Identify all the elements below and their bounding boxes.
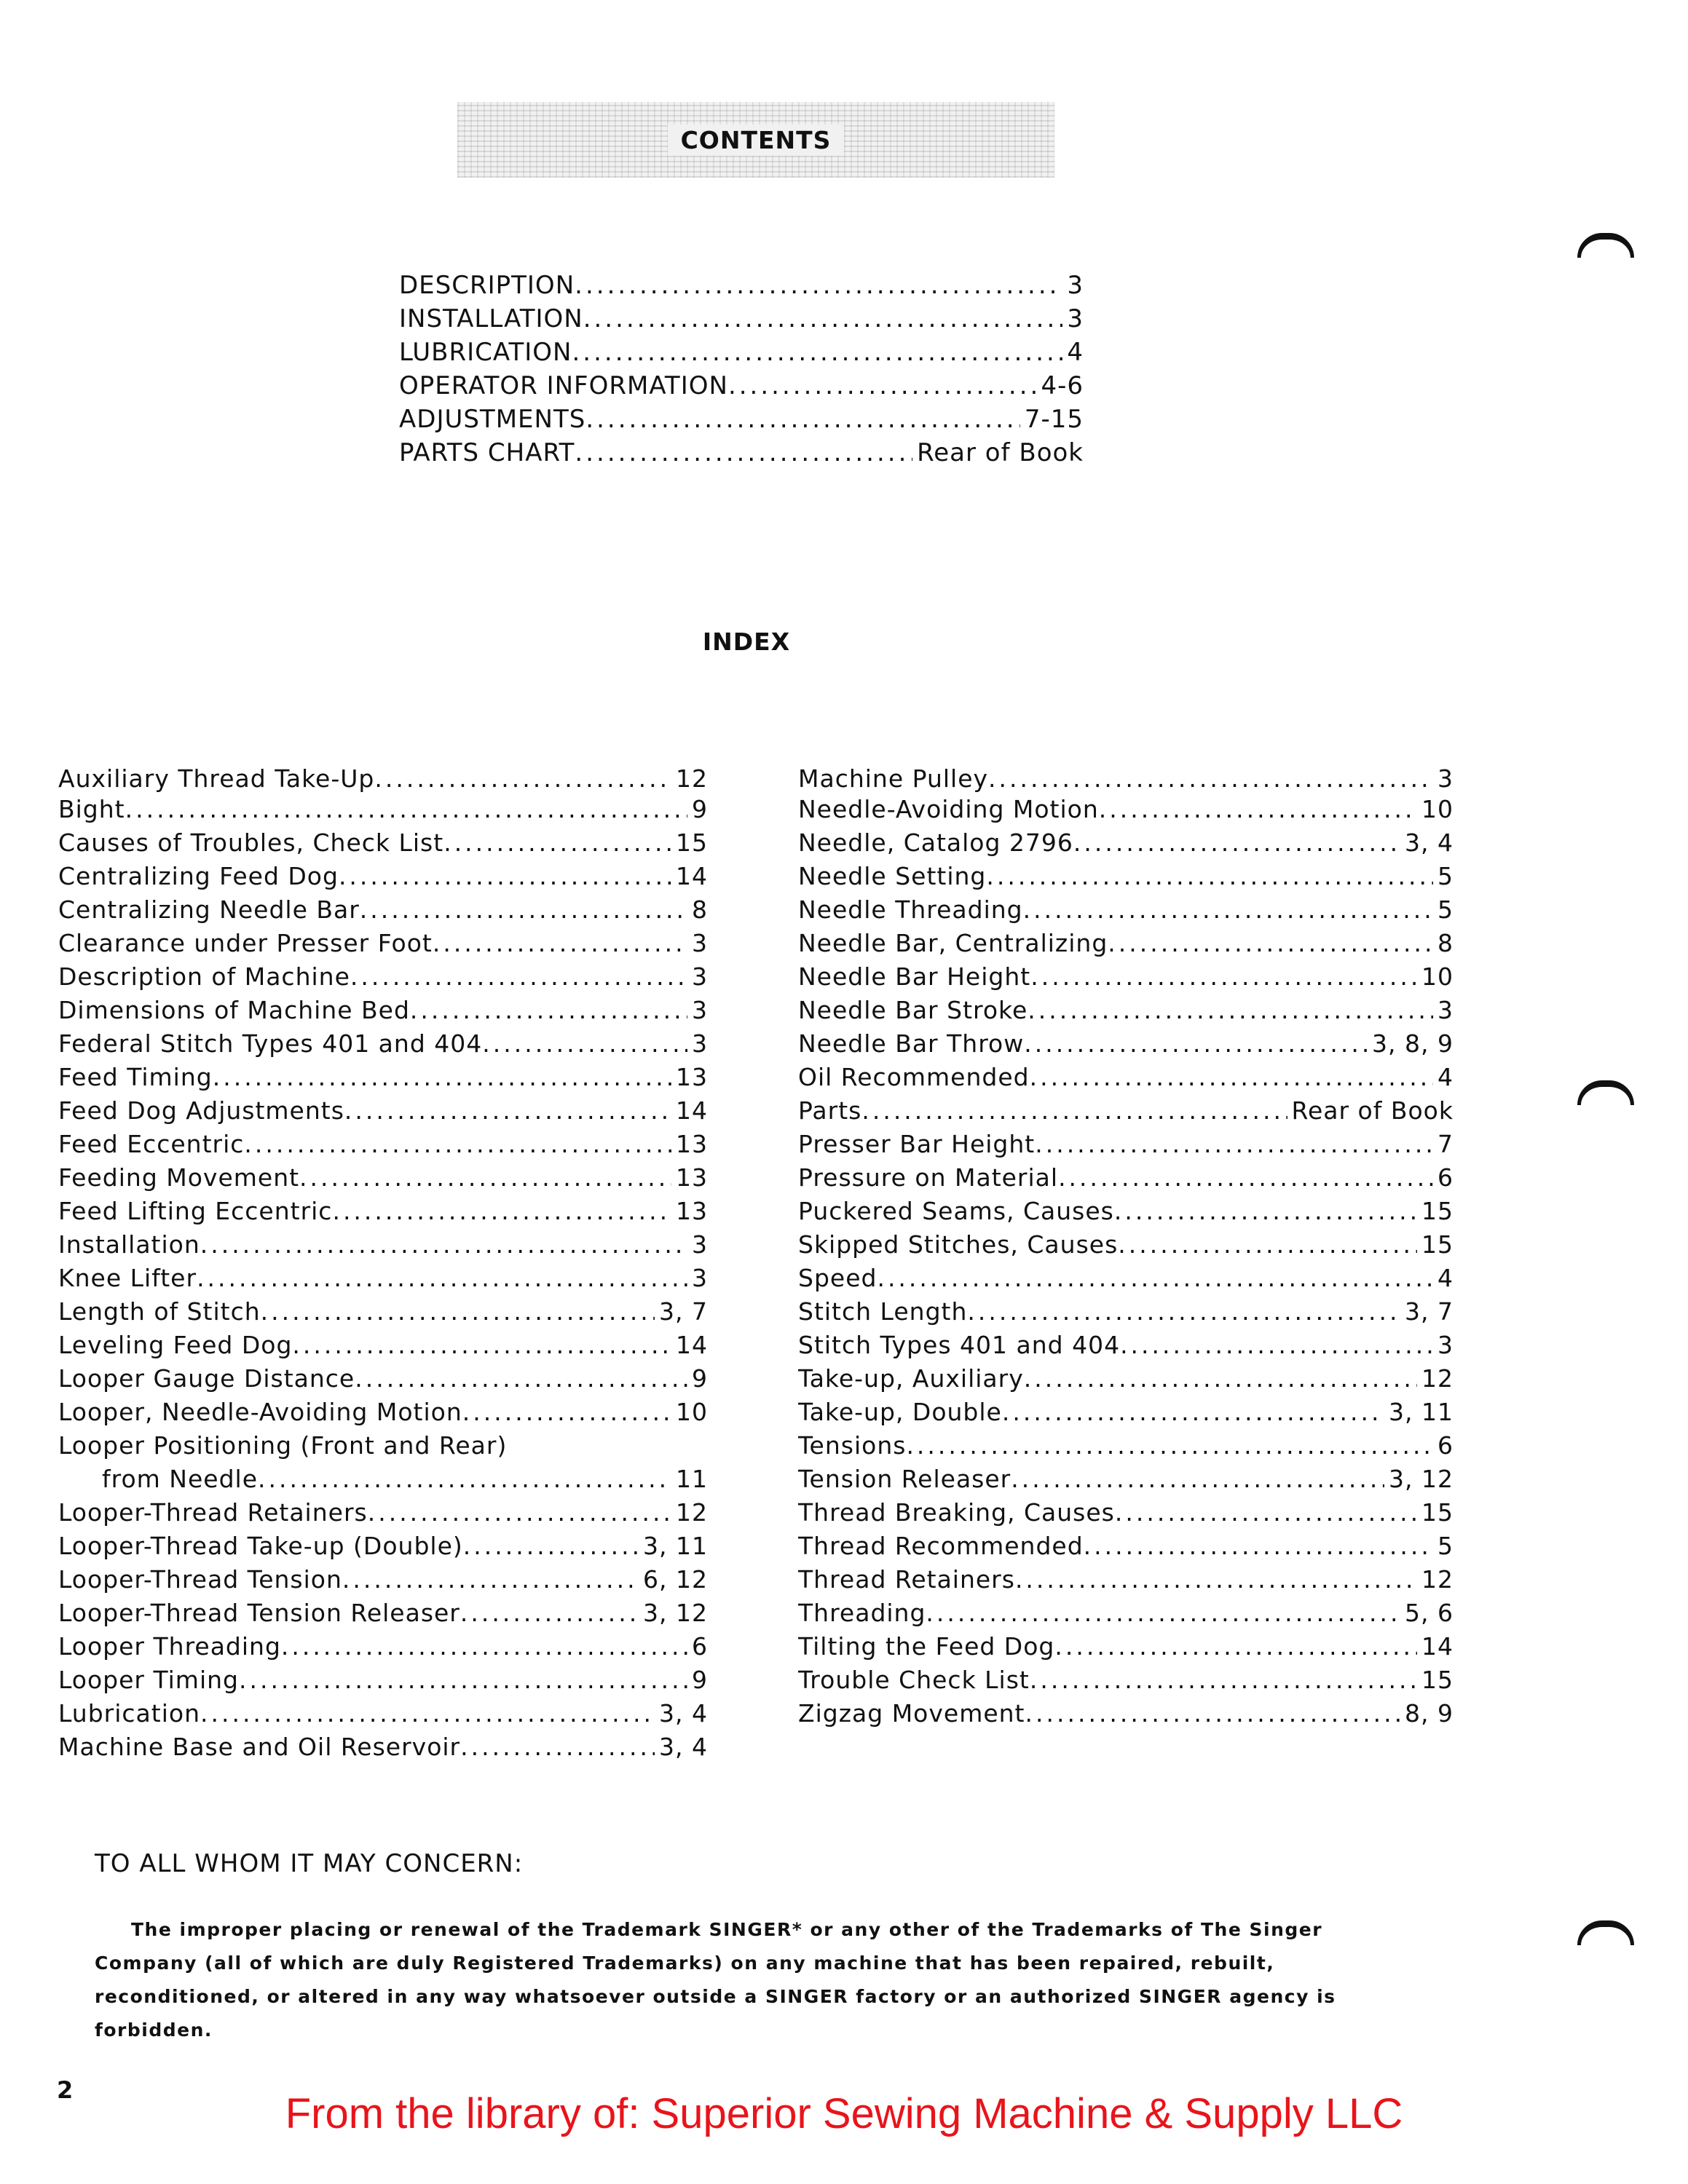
dot-leader: [1030, 1063, 1433, 1091]
index-page: 5, 6: [1405, 1599, 1454, 1627]
index-entry: [58, 1532, 708, 1565]
toc-label: LUBRICATION: [399, 338, 572, 367]
index-entry: [798, 1096, 1454, 1130]
index-right-column: [798, 764, 1454, 1733]
index-label: Needle-Avoiding Motion: [798, 795, 1099, 823]
dot-leader: [1025, 1699, 1401, 1728]
index-entry: [798, 1465, 1454, 1498]
index-label: Needle Bar Throw: [798, 1029, 1025, 1058]
index-page: 3: [692, 929, 708, 957]
toc-page: 3: [1067, 271, 1084, 300]
index-label: Looper Timing: [58, 1666, 239, 1694]
index-page: 15: [1421, 1498, 1454, 1527]
toc-entry-adjustments: [399, 405, 1084, 438]
index-label: Feed Timing: [58, 1063, 213, 1091]
index-page: 4: [1437, 1264, 1454, 1292]
index-label: Looper Threading: [58, 1632, 281, 1661]
index-entry: [798, 862, 1454, 895]
contents-header-banner: [457, 102, 1054, 178]
index-entry: [798, 1632, 1454, 1666]
index-label: Trouble Check List: [798, 1666, 1030, 1694]
dot-leader: [1054, 1632, 1417, 1661]
toc-page: 7-15: [1024, 405, 1084, 434]
index-label: Stitch Types 401 and 404: [798, 1331, 1121, 1359]
index-page: 13: [676, 1197, 708, 1225]
index-page: 10: [1421, 795, 1454, 823]
dot-leader: [360, 895, 687, 924]
index-label: Presser Bar Height: [798, 1130, 1036, 1158]
index-label: Speed: [798, 1264, 877, 1292]
index-page: 14: [676, 1331, 708, 1359]
index-label: Needle Setting: [798, 862, 987, 890]
dot-leader: [926, 1599, 1400, 1627]
index-page: 3: [692, 962, 708, 991]
dot-leader: [299, 1163, 671, 1192]
index-label: Feed Dog Adjustments: [58, 1096, 344, 1125]
index-page: 3, 8, 9: [1372, 1029, 1454, 1058]
index-entry: [798, 1599, 1454, 1632]
dot-leader: [197, 1264, 687, 1292]
index-entry: [798, 1163, 1454, 1197]
index-label: Looper Positioning (Front and Rear): [58, 1431, 508, 1460]
index-entry: [798, 828, 1454, 862]
dot-leader: [1084, 1532, 1433, 1560]
index-page: Rear of Book: [1291, 1096, 1454, 1125]
index-label: Looper Gauge Distance: [58, 1364, 355, 1393]
dot-leader: [1115, 1498, 1417, 1527]
index-label: Causes of Troubles, Check List: [58, 828, 444, 857]
dot-leader: [462, 1398, 671, 1426]
index-entry: [58, 1398, 708, 1431]
index-entry: [58, 996, 708, 1029]
dot-leader: [1099, 795, 1417, 823]
index-entry: [58, 828, 708, 862]
index-label: Pressure on Material: [798, 1163, 1059, 1192]
index-label: Puckered Seams, Causes: [798, 1197, 1114, 1225]
index-entry-continuation: [58, 1465, 708, 1498]
dot-leader: [339, 862, 671, 890]
dot-leader: [988, 764, 1433, 793]
toc-page: 4-6: [1041, 371, 1084, 400]
dot-leader: [244, 1130, 671, 1158]
index-label: Bight: [58, 795, 125, 823]
index-entry: [798, 1431, 1454, 1465]
dot-leader: [258, 1465, 671, 1493]
index-label: Knee Lifter: [58, 1264, 197, 1292]
index-label: Thread Retainers: [798, 1565, 1015, 1594]
index-entry: [58, 1063, 708, 1096]
index-page: 14: [676, 862, 708, 890]
index-label: Centralizing Needle Bar: [58, 895, 360, 924]
index-label: Tilting the Feed Dog: [798, 1632, 1055, 1661]
index-page: 15: [1421, 1666, 1454, 1694]
index-entry: [798, 1297, 1454, 1331]
index-label: Looper, Needle-Avoiding Motion: [58, 1398, 462, 1426]
dot-leader: [967, 1297, 1400, 1326]
dot-leader: [1035, 1130, 1433, 1158]
dot-leader: [585, 405, 1020, 434]
index-entry: [798, 1029, 1454, 1063]
index-page: 10: [1421, 962, 1454, 991]
index-page: 6, 12: [643, 1565, 708, 1594]
index-label: Leveling Feed Dog: [58, 1331, 293, 1359]
toc-label: OPERATOR INFORMATION: [399, 371, 728, 400]
index-page: 10: [676, 1398, 708, 1426]
index-entry: [58, 1498, 708, 1532]
index-label: Feed Eccentric: [58, 1130, 245, 1158]
index-label: Looper-Thread Tension Releaser: [58, 1599, 460, 1627]
index-entry: [798, 996, 1454, 1029]
dot-leader: [583, 304, 1063, 333]
dot-leader: [261, 1297, 655, 1326]
index-entry: [58, 1599, 708, 1632]
dot-leader: [1114, 1197, 1417, 1225]
index-label: Lubrication: [58, 1699, 200, 1728]
index-page: 3, 4: [1405, 828, 1454, 857]
index-label: Threading: [798, 1599, 926, 1627]
index-page: 12: [1421, 1364, 1454, 1393]
index-label: Thread Recommended: [798, 1532, 1084, 1560]
index-page: 15: [1421, 1230, 1454, 1259]
index-page: 3: [1437, 764, 1454, 793]
index-page: 6: [692, 1632, 708, 1661]
index-label: Needle Bar, Centralizing: [798, 929, 1108, 957]
dot-leader: [861, 1096, 1287, 1125]
index-label: Needle, Catalog 2796: [798, 828, 1073, 857]
dot-leader: [332, 1197, 671, 1225]
trademark-notice: The improper placing or renewal of the Trademark SINGER* or any other of the Trademarks of The Singer Company (all of which are duly Registered Trademarks) on any machine that has been repaired, rebuilt, reconditioned, or altered in any way whatsoever outside a SINGER factory or an authorized SINGER agency is forbidden.: [95, 1919, 1336, 2041]
index-page: 3, 11: [643, 1532, 708, 1560]
dot-leader: [728, 371, 1037, 400]
index-entry: [58, 795, 708, 828]
dot-leader: [410, 996, 687, 1024]
dot-leader: [1011, 1465, 1384, 1493]
index-page: 13: [676, 1063, 708, 1091]
toc-entry-operator-information: [399, 371, 1084, 405]
index-page: 5: [1437, 895, 1454, 924]
toc-entry-parts-chart: [399, 438, 1084, 472]
index-entry: [798, 1130, 1454, 1163]
index-entry: [798, 1498, 1454, 1532]
index-entry: [58, 1029, 708, 1063]
index-page: 12: [676, 1498, 708, 1527]
index-label: Feeding Movement: [58, 1163, 300, 1192]
index-page: 15: [1421, 1197, 1454, 1225]
index-page: 3, 4: [659, 1699, 708, 1728]
index-entry: [58, 1264, 708, 1297]
index-page: 13: [676, 1163, 708, 1192]
index-page: 3: [1437, 1331, 1454, 1359]
index-label: Installation: [58, 1230, 200, 1259]
dot-leader: [342, 1565, 639, 1594]
contents-title: CONTENTS: [668, 124, 845, 156]
index-label: Tensions: [798, 1431, 907, 1460]
toc-entry-lubrication: [399, 338, 1084, 371]
index-page: 3, 7: [1405, 1297, 1454, 1326]
index-label: Tension Releaser: [798, 1465, 1011, 1493]
index-label: Take-up, Double: [798, 1398, 1002, 1426]
dot-leader: [200, 1230, 687, 1259]
index-entry: [798, 1532, 1454, 1565]
index-entry: [798, 929, 1454, 962]
index-page: 5: [1437, 1532, 1454, 1560]
index-page: 3: [692, 996, 708, 1024]
toc-page: 4: [1067, 338, 1084, 367]
index-page: 15: [676, 828, 708, 857]
dot-leader: [368, 1498, 671, 1527]
index-page: 8: [692, 895, 708, 924]
dot-leader: [877, 1264, 1433, 1292]
dot-leader: [374, 764, 671, 793]
dot-leader: [344, 1096, 671, 1125]
dot-leader: [1058, 1163, 1433, 1192]
index-entry: [58, 1666, 708, 1699]
binder-hole-mark-bottom: [1577, 1920, 1634, 1945]
toc-page: 3: [1067, 304, 1084, 333]
toc-label: PARTS CHART: [399, 438, 575, 467]
toc-label: ADJUSTMENTS: [399, 405, 586, 434]
toc-label: INSTALLATION: [399, 304, 583, 333]
dot-leader: [443, 828, 671, 857]
index-entry: [798, 1565, 1454, 1599]
dot-leader: [355, 1364, 687, 1393]
index-label: Centralizing Feed Dog: [58, 862, 339, 890]
index-page: 9: [692, 1666, 708, 1694]
index-page: 8, 9: [1405, 1699, 1454, 1728]
index-label: from Needle: [102, 1465, 258, 1493]
index-entry: [58, 1733, 708, 1766]
index-entry: [798, 1398, 1454, 1431]
index-label: Oil Recommended: [798, 1063, 1030, 1091]
index-entry: [798, 1331, 1454, 1364]
dot-leader: [460, 1733, 655, 1761]
dot-leader: [572, 338, 1062, 367]
index-page: 3, 12: [643, 1599, 708, 1627]
index-page: 3, 12: [1389, 1465, 1454, 1493]
index-entry: [58, 1230, 708, 1264]
index-page: 5: [1437, 862, 1454, 890]
index-label: Stitch Length: [798, 1297, 968, 1326]
dot-leader: [281, 1632, 687, 1661]
dot-leader: [1024, 1029, 1368, 1058]
index-label: Auxiliary Thread Take-Up: [58, 764, 375, 793]
dot-leader: [463, 1532, 639, 1560]
index-page: 3: [692, 1264, 708, 1292]
index-page: 3, 11: [1389, 1398, 1454, 1426]
index-entry: [798, 1364, 1454, 1398]
index-label: Skipped Stitches, Causes: [798, 1230, 1119, 1259]
dot-leader: [460, 1599, 639, 1627]
index-entry: [58, 1130, 708, 1163]
dot-leader: [239, 1666, 687, 1694]
index-label: Parts: [798, 1096, 862, 1125]
index-entry: [798, 1699, 1454, 1733]
index-page: 9: [692, 795, 708, 823]
index-entry-heading: [58, 1431, 708, 1465]
index-page: 3, 7: [659, 1297, 708, 1326]
index-entry: [798, 1197, 1454, 1230]
index-label: Needle Bar Stroke: [798, 996, 1028, 1024]
dot-leader: [125, 795, 687, 823]
index-label: Zigzag Movement: [798, 1699, 1025, 1728]
index-label: Machine Base and Oil Reservoir: [58, 1733, 461, 1761]
index-page: 14: [1421, 1632, 1454, 1661]
dot-leader: [986, 862, 1433, 890]
dot-leader: [906, 1431, 1433, 1460]
index-label: Feed Lifting Eccentric: [58, 1197, 333, 1225]
index-label: Description of Machine: [58, 962, 350, 991]
index-page: 11: [676, 1465, 708, 1493]
dot-leader: [1002, 1398, 1384, 1426]
contents-list: [399, 271, 1084, 472]
index-entry: [798, 764, 1454, 795]
dot-leader: [1108, 929, 1433, 957]
index-page: 3: [692, 1029, 708, 1058]
index-page: 3, 4: [659, 1733, 708, 1761]
binder-hole-mark-middle: [1577, 1080, 1634, 1105]
library-watermark: From the library of: Superior Sewing Machine & Supply LLC: [285, 2090, 1403, 2137]
index-label: Machine Pulley: [798, 764, 989, 793]
index-page: 6: [1437, 1431, 1454, 1460]
dot-leader: [433, 929, 687, 957]
dot-leader: [1030, 962, 1417, 991]
index-entry: [58, 1565, 708, 1599]
index-label: Federal Stitch Types 401 and 404: [58, 1029, 483, 1058]
index-label: Clearance under Presser Foot: [58, 929, 433, 957]
toc-page: Rear of Book: [917, 438, 1084, 467]
notice-heading: TO ALL WHOM IT MAY CONCERN:: [95, 1849, 524, 1878]
index-entry: [58, 1632, 708, 1666]
page-number: 2: [57, 2076, 74, 2104]
index-label: Looper-Thread Retainers: [58, 1498, 368, 1527]
index-entry: [798, 795, 1454, 828]
index-entry: [58, 1331, 708, 1364]
dot-leader: [1015, 1565, 1417, 1594]
dot-leader: [292, 1331, 671, 1359]
dot-leader: [1024, 1364, 1417, 1393]
index-page: 4: [1437, 1063, 1454, 1091]
index-entry: [58, 1197, 708, 1230]
index-page: 7: [1437, 1130, 1454, 1158]
index-entry: [58, 862, 708, 895]
index-page: 12: [676, 764, 708, 793]
index-entry: [58, 764, 708, 795]
dot-leader: [213, 1063, 671, 1091]
index-entry: [798, 1666, 1454, 1699]
index-entry: [58, 1096, 708, 1130]
dot-leader: [1120, 1331, 1433, 1359]
index-page: 6: [1437, 1163, 1454, 1192]
index-page: 9: [692, 1364, 708, 1393]
index-entry: [798, 962, 1454, 996]
index-label: Looper-Thread Take-up (Double): [58, 1532, 463, 1560]
index-page: 3: [692, 1230, 708, 1259]
index-label: Thread Breaking, Causes: [798, 1498, 1115, 1527]
index-label: Take-up, Auxiliary: [798, 1364, 1024, 1393]
dot-leader: [575, 271, 1062, 300]
index-label: Dimensions of Machine Bed: [58, 996, 410, 1024]
index-entry: [58, 929, 708, 962]
index-left-column: [58, 764, 708, 1766]
dot-leader: [1073, 828, 1400, 857]
index-label: Length of Stitch: [58, 1297, 261, 1326]
dot-leader: [200, 1699, 655, 1728]
index-entry: [798, 895, 1454, 929]
binder-hole-mark-top: [1577, 233, 1634, 258]
index-page: 8: [1437, 929, 1454, 957]
index-page: 3: [1437, 996, 1454, 1024]
dot-leader: [1118, 1230, 1417, 1259]
index-entry: [58, 1297, 708, 1331]
index-page: 12: [1421, 1565, 1454, 1594]
index-entry: [58, 1699, 708, 1733]
index-entry: [58, 1163, 708, 1197]
index-entry: [798, 1063, 1454, 1096]
index-page: 14: [676, 1096, 708, 1125]
dot-leader: [1023, 895, 1433, 924]
dot-leader: [1030, 1666, 1417, 1694]
index-label: Needle Bar Height: [798, 962, 1031, 991]
dot-leader: [575, 438, 912, 467]
toc-entry-description: [399, 271, 1084, 304]
index-entry: [58, 1364, 708, 1398]
dot-leader: [1028, 996, 1433, 1024]
dot-leader: [350, 962, 687, 991]
index-label: Looper-Thread Tension: [58, 1565, 342, 1594]
toc-entry-installation: [399, 304, 1084, 338]
index-label: Needle Threading: [798, 895, 1023, 924]
toc-label: DESCRIPTION: [399, 271, 575, 300]
index-title: INDEX: [702, 628, 791, 656]
index-entry: [58, 962, 708, 996]
index-page: 13: [676, 1130, 708, 1158]
index-entry: [58, 895, 708, 929]
index-entry: [798, 1264, 1454, 1297]
dot-leader: [482, 1029, 687, 1058]
index-entry: [798, 1230, 1454, 1264]
